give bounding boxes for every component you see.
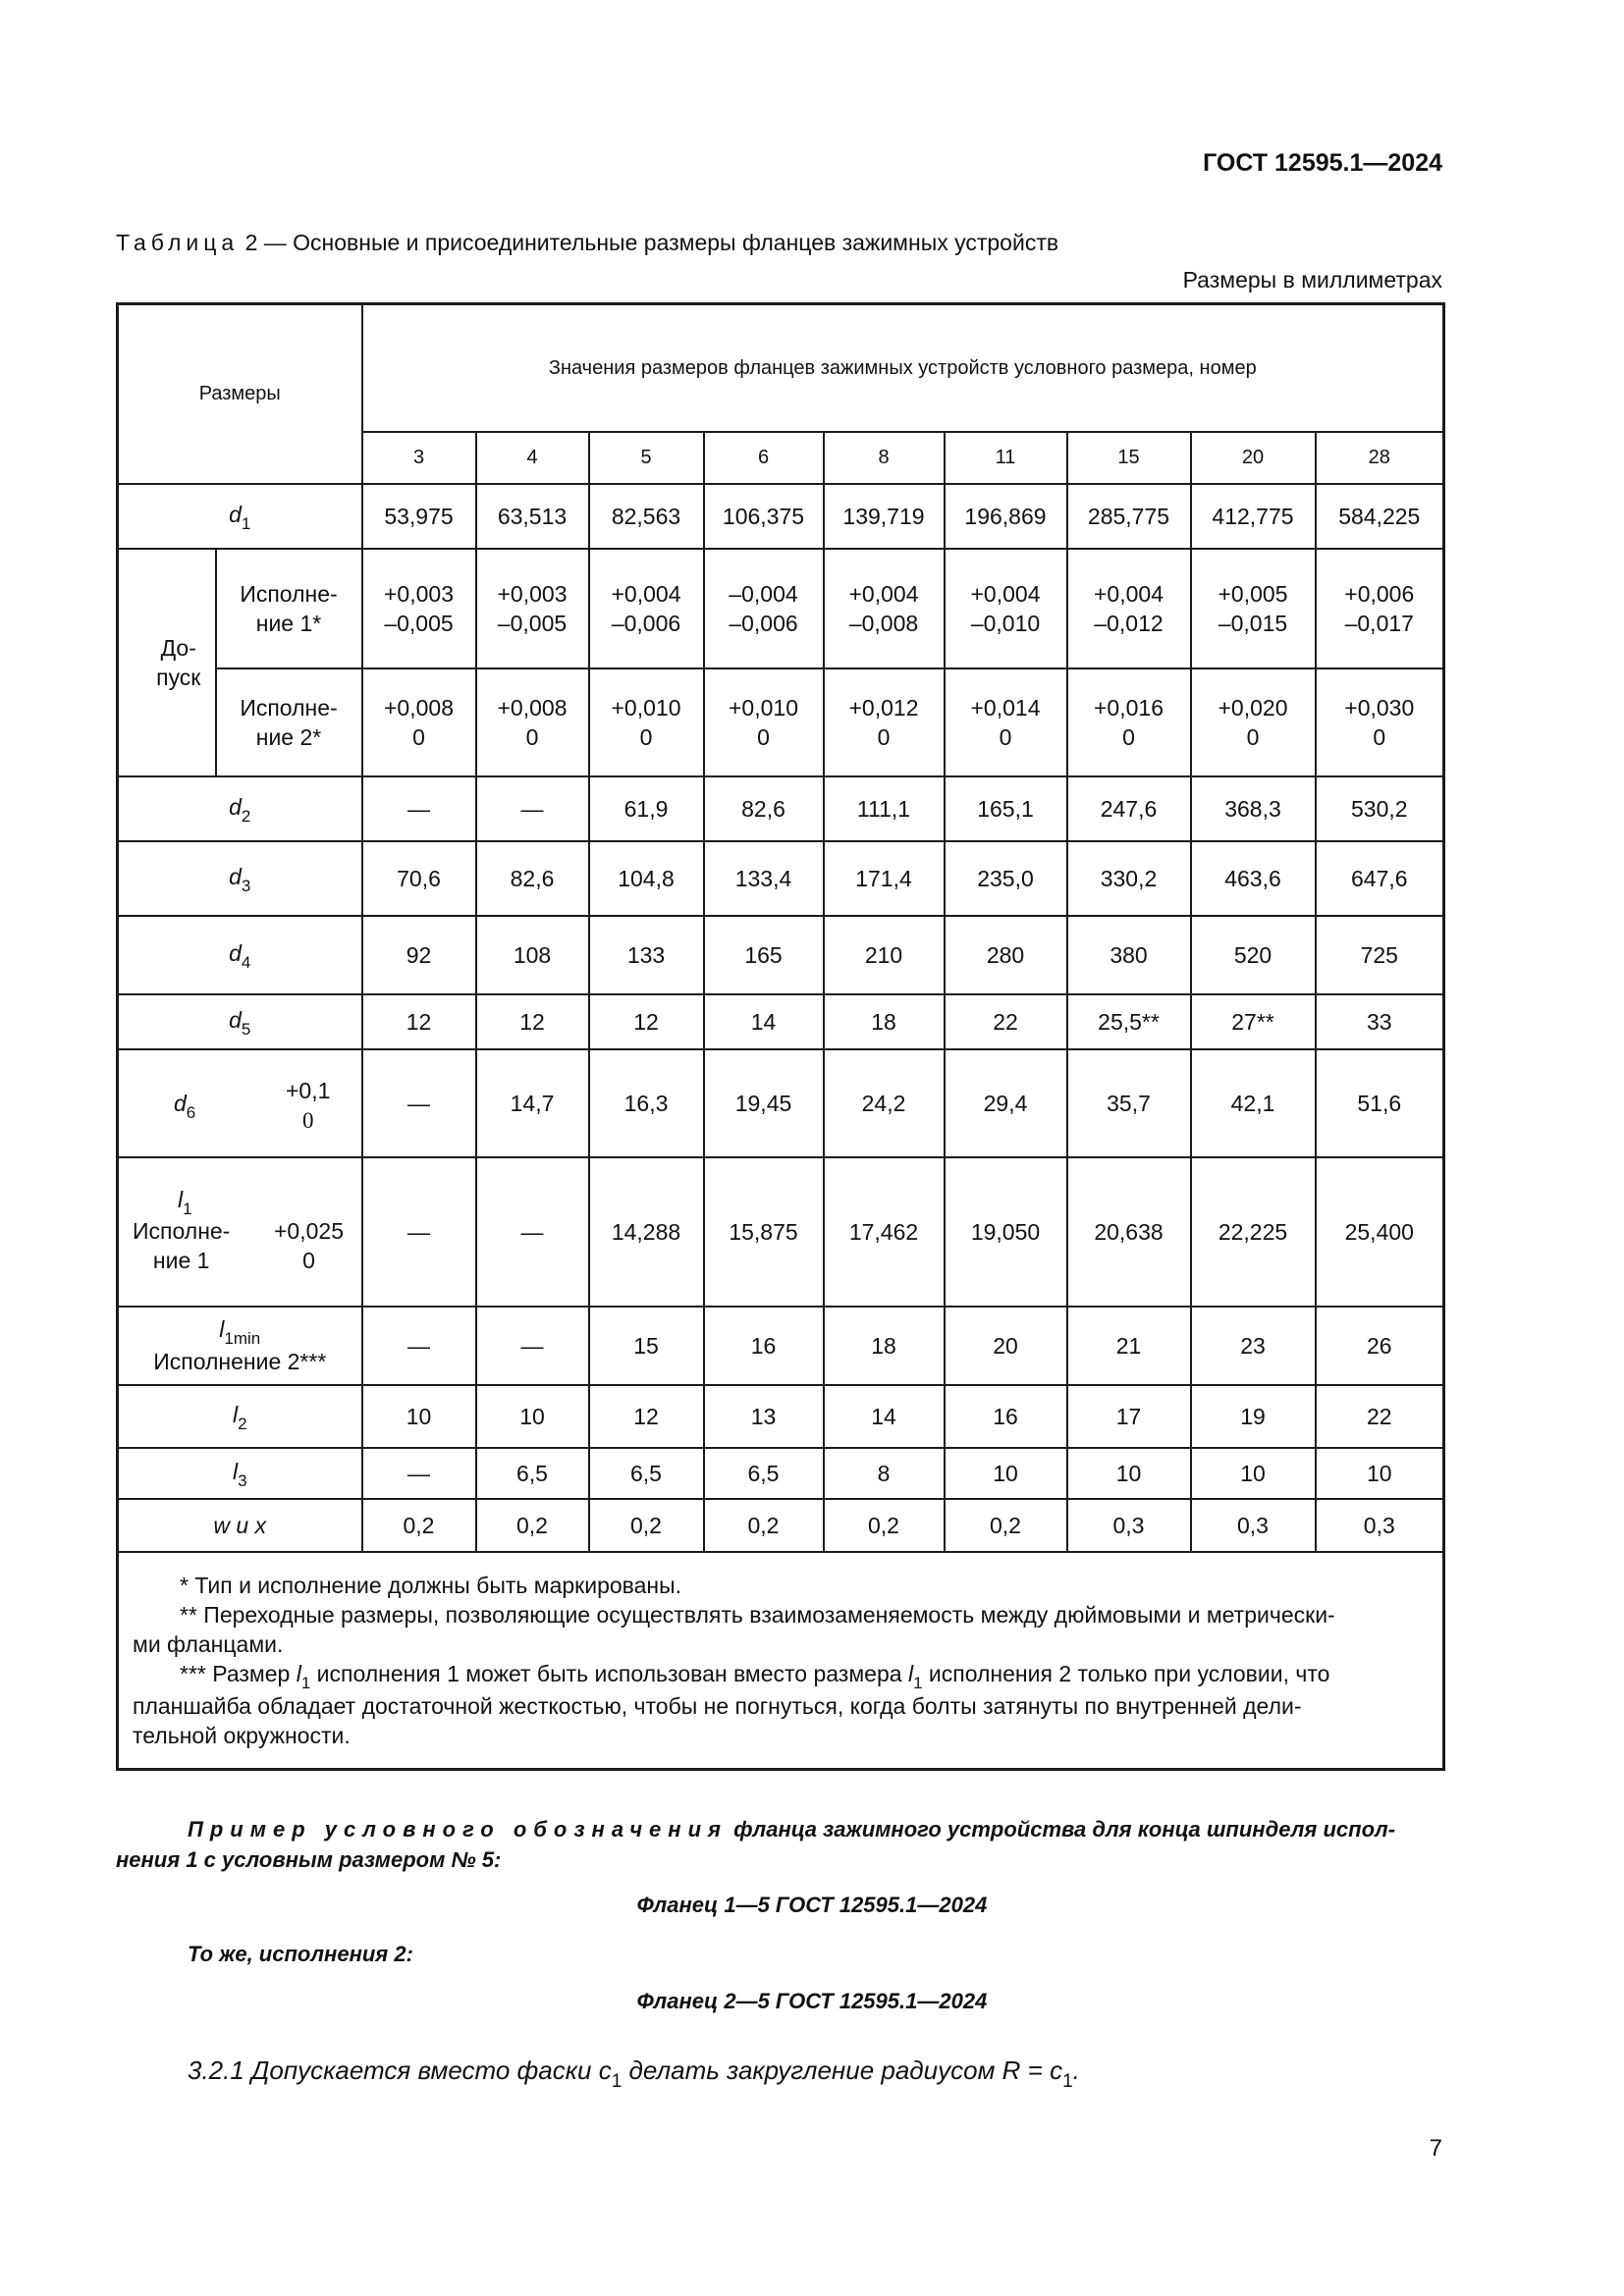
cell: +0,003 –0,005: [476, 549, 589, 668]
cell: 25,400: [1316, 1157, 1444, 1307]
cell: 29,4: [945, 1049, 1067, 1157]
cell: 10: [362, 1385, 476, 1448]
cell: +0,010 0: [704, 668, 824, 776]
cell: 25,5**: [1067, 994, 1191, 1049]
designation-example: [116, 1814, 1442, 1875]
cell: 108: [476, 916, 589, 994]
table-notes: [118, 1552, 1444, 1770]
cell: 725: [1316, 916, 1444, 994]
row-label-d5: $d_5$: [118, 994, 362, 1049]
cell: —: [362, 1307, 476, 1385]
table-row: [118, 549, 1444, 668]
row-label-tolerance: До- пуск: [118, 549, 216, 776]
cell: 210: [824, 916, 945, 994]
cell: 106,375: [704, 484, 824, 549]
cell: 18: [824, 994, 945, 1049]
cell: 18: [824, 1307, 945, 1385]
cell: +0,005 –0,015: [1191, 549, 1316, 668]
cell: 165: [704, 916, 824, 994]
cell: 20: [945, 1307, 1067, 1385]
cell: 13: [704, 1385, 824, 1448]
row-label-l2: $l_2$: [118, 1385, 362, 1448]
size-number: 20: [1191, 432, 1316, 484]
cell: 0,3: [1316, 1499, 1444, 1552]
same-version-2: То же, исполнения 2:: [188, 1942, 413, 1966]
example-line-2: нения 1 с условным размером № 5:: [116, 1847, 502, 1872]
row-label-d4: $d_4$: [118, 916, 362, 994]
table-row: [118, 668, 1444, 776]
example-lead: Пример условного обозначения: [188, 1817, 728, 1842]
table-row: [118, 1307, 1444, 1385]
cell: 0,2: [362, 1499, 476, 1552]
cell: 19: [1191, 1385, 1316, 1448]
cell: —: [362, 1448, 476, 1499]
cell: 463,6: [1191, 841, 1316, 916]
cell: 133: [589, 916, 704, 994]
cell: 22,225: [1191, 1157, 1316, 1307]
size-number: 4: [476, 432, 589, 484]
note-2: ** Переходные размеры, позволяющие осуществлять взаимозаменяемость между дюймовыми и метрически-: [180, 1601, 1335, 1628]
table-caption: [116, 230, 1058, 256]
table-row: [118, 1448, 1444, 1499]
table-row: [118, 841, 1444, 916]
table-row: [118, 1385, 1444, 1448]
cell: 0,3: [1191, 1499, 1316, 1552]
cell: 14: [704, 994, 824, 1049]
cell: 10: [476, 1385, 589, 1448]
cell: 16: [945, 1385, 1067, 1448]
row-label-version-1: Исполне- ние 1*: [216, 549, 362, 668]
table-row: [118, 776, 1444, 841]
cell: 51,6: [1316, 1049, 1444, 1157]
cell: 15,875: [704, 1157, 824, 1307]
cell: 14: [824, 1385, 945, 1448]
cell: 17: [1067, 1385, 1191, 1448]
document-code: ГОСТ 12595.1—2024: [1203, 149, 1442, 177]
cell: +0,004 –0,006: [589, 549, 704, 668]
row-label-l1: $l_1$ Исполне- ние 1 +0,025 0: [118, 1157, 362, 1307]
cell: 82,6: [476, 841, 589, 916]
cell: +0,010 0: [589, 668, 704, 776]
cell: 61,9: [589, 776, 704, 841]
cell: 14,7: [476, 1049, 589, 1157]
clause-3-2-1: 3.2.1 Допускается вместо фаски $c_1$ делать закругление радиусом $R = c_1$.: [188, 2056, 1080, 2092]
row-label-l3: $l_3$: [118, 1448, 362, 1499]
note-3: *** Размер $l_1$ исполнения 1 может быть использован вместо размера $l_1$ исполнения 2 только при условии, что: [180, 1660, 1330, 1692]
cell: 530,2: [1316, 776, 1444, 841]
designation-1: Фланец 1—5 ГОСТ 12595.1—2024: [636, 1893, 988, 1917]
cell: 6,5: [476, 1448, 589, 1499]
table-row: [118, 484, 1444, 549]
table-row: [118, 994, 1444, 1049]
cell: 6,5: [589, 1448, 704, 1499]
cell: +0,014 0: [945, 668, 1067, 776]
cell: +0,008 0: [362, 668, 476, 776]
cell: 53,975: [362, 484, 476, 549]
cell: 10: [1316, 1448, 1444, 1499]
cell: 235,0: [945, 841, 1067, 916]
cell: 0,3: [1067, 1499, 1191, 1552]
row-label-l1min: $l_{1min}$ Исполнение 2***: [118, 1307, 362, 1385]
row-label-d3: $d_3$: [118, 841, 362, 916]
cell: 165,1: [945, 776, 1067, 841]
cell: 23: [1191, 1307, 1316, 1385]
cell: 12: [476, 994, 589, 1049]
cell: 0,2: [704, 1499, 824, 1552]
table-row: [118, 1157, 1444, 1307]
cell: 412,775: [1191, 484, 1316, 549]
cell: 10: [1067, 1448, 1191, 1499]
table-row: [118, 1049, 1444, 1157]
size-number: 5: [589, 432, 704, 484]
cell: +0,003 –0,005: [362, 549, 476, 668]
cell: 104,8: [589, 841, 704, 916]
cell: —: [362, 776, 476, 841]
cell: —: [476, 1307, 589, 1385]
cell: +0,004 –0,008: [824, 549, 945, 668]
cell: 70,6: [362, 841, 476, 916]
cell: 16,3: [589, 1049, 704, 1157]
cell: 33: [1316, 994, 1444, 1049]
cell: 20,638: [1067, 1157, 1191, 1307]
cell: —: [362, 1157, 476, 1307]
cell: 22: [945, 994, 1067, 1049]
cell: +0,004 –0,012: [1067, 549, 1191, 668]
cell: +0,008 0: [476, 668, 589, 776]
cell: 368,3: [1191, 776, 1316, 841]
cell: +0,016 0: [1067, 668, 1191, 776]
size-number: 15: [1067, 432, 1191, 484]
cell: 247,6: [1067, 776, 1191, 841]
cell: 10: [1191, 1448, 1316, 1499]
cell: —: [362, 1049, 476, 1157]
cell: 92: [362, 916, 476, 994]
cell: 330,2: [1067, 841, 1191, 916]
cell: +0,006 –0,017: [1316, 549, 1444, 668]
note-3-end: тельной окружности.: [133, 1722, 351, 1748]
cell: 82,6: [704, 776, 824, 841]
cell: 520: [1191, 916, 1316, 994]
cell: –0,004 –0,006: [704, 549, 824, 668]
designation-2: Фланец 2—5 ГОСТ 12595.1—2024: [636, 1989, 988, 2013]
cell: 24,2: [824, 1049, 945, 1157]
table-caption-prefix: Таблица: [116, 230, 240, 255]
cell: 19,45: [704, 1049, 824, 1157]
cell: 35,7: [1067, 1049, 1191, 1157]
cell: 285,775: [1067, 484, 1191, 549]
cell: 0,2: [476, 1499, 589, 1552]
size-number: 11: [945, 432, 1067, 484]
cell: 0,2: [824, 1499, 945, 1552]
size-number: 6: [704, 432, 824, 484]
cell: +0,004 –0,010: [945, 549, 1067, 668]
cell: 22: [1316, 1385, 1444, 1448]
row-label-d6: $d_6$ +0,1 0: [118, 1049, 362, 1157]
cell: 82,563: [589, 484, 704, 549]
page-number: 7: [1429, 2135, 1442, 2162]
cell: 21: [1067, 1307, 1191, 1385]
size-number: 8: [824, 432, 945, 484]
cell: 139,719: [824, 484, 945, 549]
table-notes-row: [118, 1552, 1444, 1770]
cell: 6,5: [704, 1448, 824, 1499]
cell: 14,288: [589, 1157, 704, 1307]
table-units: Размеры в миллиметрах: [1182, 267, 1442, 293]
note-2-cont: ми фланцами.: [133, 1630, 284, 1657]
cell: 0,2: [589, 1499, 704, 1552]
cell: 647,6: [1316, 841, 1444, 916]
cell: 380: [1067, 916, 1191, 994]
size-number: 3: [362, 432, 476, 484]
cell: 171,4: [824, 841, 945, 916]
cell: 27**: [1191, 994, 1316, 1049]
row-label-d2: $d_2$: [118, 776, 362, 841]
cell: 12: [589, 1385, 704, 1448]
row-label-d1: $d_1$: [118, 484, 362, 549]
cell: 42,1: [1191, 1049, 1316, 1157]
cell: 0,2: [945, 1499, 1067, 1552]
cell: 63,513: [476, 484, 589, 549]
header-values: Значения размеров фланцев зажимных устройств условного размера, номер: [362, 304, 1444, 432]
cell: +0,020 0: [1191, 668, 1316, 776]
cell: 19,050: [945, 1157, 1067, 1307]
cell: 16: [704, 1307, 824, 1385]
cell: +0,030 0: [1316, 668, 1444, 776]
cell: 17,462: [824, 1157, 945, 1307]
cell: 196,869: [945, 484, 1067, 549]
cell: 111,1: [824, 776, 945, 841]
cell: 26: [1316, 1307, 1444, 1385]
cell: 280: [945, 916, 1067, 994]
note-3-cont: планшайба обладает достаточной жесткостью, чтобы не погнуться, когда болты затянуты по внутренней дели-: [133, 1692, 1302, 1719]
size-number: 28: [1316, 432, 1444, 484]
header-sizes: Размеры: [118, 304, 362, 484]
cell: —: [476, 1157, 589, 1307]
cell: —: [476, 776, 589, 841]
row-label-version-2: Исполне- ние 2*: [216, 668, 362, 776]
dimensions-table: [116, 302, 1445, 1771]
table-caption-text: 2 — Основные и присоединительные размеры фланцев зажимных устройств: [239, 230, 1059, 255]
table-row: [118, 916, 1444, 994]
cell: 133,4: [704, 841, 824, 916]
cell: 12: [362, 994, 476, 1049]
cell: 584,225: [1316, 484, 1444, 549]
cell: +0,012 0: [824, 668, 945, 776]
cell: 12: [589, 994, 704, 1049]
cell: 15: [589, 1307, 704, 1385]
cell: 10: [945, 1448, 1067, 1499]
row-label-w-and-x: w и x: [118, 1499, 362, 1552]
example-lead-rest: фланца зажимного устройства для конца шпинделя испол-: [727, 1817, 1396, 1842]
note-1: * Тип и исполнение должны быть маркированы.: [180, 1572, 682, 1598]
cell: 8: [824, 1448, 945, 1499]
table-row: [118, 1499, 1444, 1552]
